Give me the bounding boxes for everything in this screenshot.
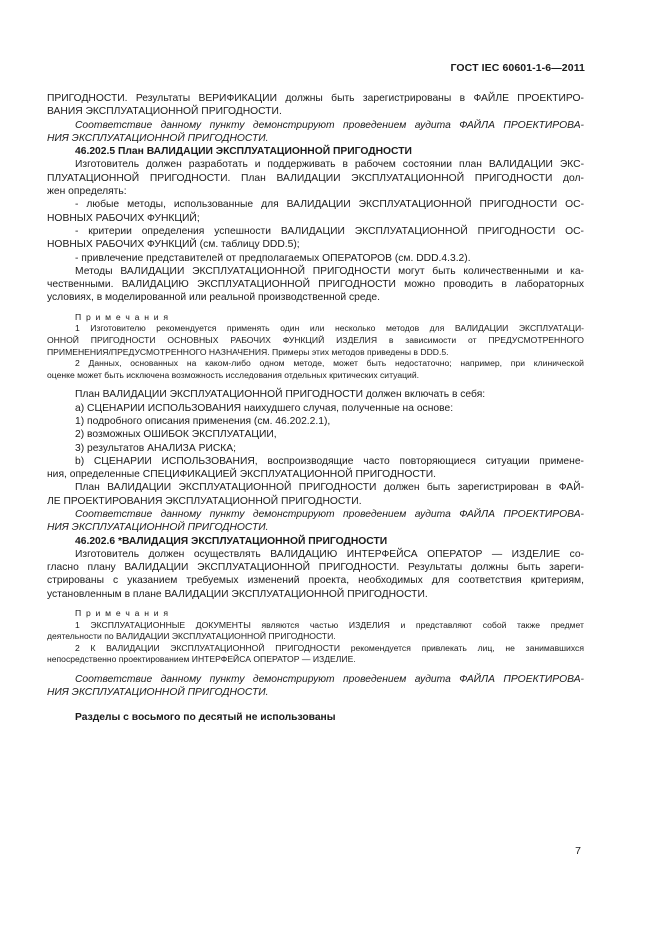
text-line: b) СЦЕНАРИИ ИСПОЛЬЗОВАНИЯ, воспроизводящие часто повторяющиеся ситуации примене- <box>75 455 584 467</box>
text-line: 46.202.5 План ВАЛИДАЦИИ ЭКСПЛУАТАЦИОННОЙ ПРИГОДНОСТИ <box>75 146 412 158</box>
text-line: Разделы с восьмого по десятый не использованы <box>75 711 336 723</box>
text-line: - любые методы, использованные для ВАЛИДАЦИИ ЭКСПЛУАТАЦИОННОЙ ПРИГОДНОСТИ ОС- <box>75 199 584 211</box>
text-line: 2) возможных ОШИБОК ЭКСПЛУАТАЦИИ, <box>75 429 277 441</box>
spacer <box>47 700 584 711</box>
text-line: - привлечение представителей от предполагаемых ОПЕРАТОРОВ (см. DDD.4.3.2). <box>75 252 471 264</box>
text-line: НОВНЫХ РАБОЧИХ ФУНКЦИЙ; <box>47 212 200 224</box>
text-line: 1) подробного описания применения (см. 46.202.2.1), <box>75 415 331 427</box>
text-line: НИЯ ЭКСПЛУАТАЦИОННОЙ ПРИГОДНОСТИ. <box>47 132 269 144</box>
text-line: непосредственно проектированием ИНТЕРФЕЙСА ОПЕРАТОР — ИЗДЕЛИЕ. <box>47 654 356 665</box>
text-line: Изготовитель должен осуществлять ВАЛИДАЦИЮ ИНТЕРФЕЙСА ОПЕРАТОР — ИЗДЕЛИЕ со- <box>75 548 584 560</box>
text-line: Методы ВАЛИДАЦИИ ЭКСПЛУАТАЦИОННОЙ ПРИГОДНОСТИ могут быть количественными и ка- <box>75 265 584 277</box>
document-body <box>47 92 584 724</box>
text-line: НОВНЫХ РАБОЧИХ ФУНКЦИЙ (см. таблицу DDD.5); <box>47 239 300 251</box>
text-line: а) СЦЕНАРИИ ИСПОЛЬЗОВАНИЯ наихудшего случая, полученные на основе: <box>75 402 454 414</box>
text-line: ния, определенные СПЕЦИФИКАЦИЕЙ ЭКСПЛУАТАЦИОННОЙ ПРИГОДНОСТИ. <box>47 469 437 481</box>
text-line: установленным в плане ВАЛИДАЦИИ ЭКСПЛУАТАЦИОННОЙ ПРИГОДНОСТИ. <box>47 588 428 600</box>
text-line: условиях, в моделированной или реальной производственной среде. <box>47 292 380 304</box>
text-line: НИЯ ЭКСПЛУАТАЦИОННОЙ ПРИГОДНОСТИ. <box>47 522 269 534</box>
text-line: НИЯ ЭКСПЛУАТАЦИОННОЙ ПРИГОДНОСТИ. <box>47 687 269 699</box>
text-line: ПЛУАТАЦИОННОЙ ПРИГОДНОСТИ. План ВАЛИДАЦИИ ЭКСПЛУАТАЦИОННОЙ ПРИГОДНОСТИ дол- <box>47 172 584 184</box>
text-line: чественными. ВАЛИДАЦИЮ ЭКСПЛУАТАЦИОННОЙ ПРИГОДНОСТИ можно проводить в лабораторных <box>47 279 584 291</box>
spacer <box>47 666 584 673</box>
text-line: гласно плану ВАЛИДАЦИИ ЭКСПЛУАТАЦИОННОЙ ПРИГОДНОСТИ. Результаты должны быть зареги- <box>47 562 584 574</box>
text-line: - критерии определения успешности ВАЛИДАЦИИ ЭКСПЛУАТАЦИОННОЙ ПРИГОДНОСТИ ОС- <box>75 225 584 237</box>
text-line: стрированы с указанием требуемых изменений проекта, необходимых для соответствия критериям, <box>47 575 584 587</box>
spacer <box>47 381 584 388</box>
text-line: 1 Изготовителю рекомендуется применять один или несколько методов для ВАЛИДАЦИИ ЭКСПЛУАТАЦИ- <box>75 323 584 334</box>
page-number: 7 <box>575 845 581 857</box>
text-line: 2 К ВАЛИДАЦИИ ЭКСПЛУАТАЦИОННОЙ ПРИГОДНОСТИ рекомендуется привлекать лиц, не занимавшихся <box>75 642 584 653</box>
spacer <box>47 305 584 312</box>
text-line: 3) результатов АНАЛИЗА РИСКА; <box>75 442 237 454</box>
text-line: Изготовитель должен разработать и поддерживать в рабочем состоянии план ВАЛИДАЦИИ ЭКС- <box>75 159 584 171</box>
text-line: Соответствие данному пункту демонстрируют проведением аудита ФАЙЛА ПРОЕКТИРОВА- <box>75 674 584 686</box>
text-line: жен определять: <box>47 186 127 198</box>
text-line: План ВАЛИДАЦИИ ЭКСПЛУАТАЦИОННОЙ ПРИГОДНОСТИ должен включать в себя: <box>75 389 486 401</box>
text-line: 46.202.6 *ВАЛИДАЦИЯ ЭКСПЛУАТАЦИОННОЙ ПРИГОДНОСТИ <box>75 535 388 547</box>
text-line: оценке может быть исключена возможность исследования отдельных критических ситуаций. <box>47 369 420 380</box>
text-line: 1 ЭКСПЛУАТАЦИОННЫЕ ДОКУМЕНТЫ являются частью ИЗДЕЛИЯ и представляют собой также предмет <box>75 619 584 630</box>
text-line: П р и м е ч а н и я <box>75 608 170 619</box>
text-line: ПРИМЕНЕНИЯ/ПРЕДУСМОТРЕННОГО НАЗНАЧЕНИЯ. Примеры этих методов приведены в DDD.5. <box>47 346 449 357</box>
text-line: ПРИГОДНОСТИ. Результаты ВЕРИФИКАЦИИ должны быть зарегистрированы в ФАЙЛЕ ПРОЕКТИРО- <box>47 93 584 104</box>
text-line: ВАНИЯ ЭКСПЛУАТАЦИОННОЙ ПРИГОДНОСТИ. <box>47 106 282 118</box>
text-line: ОННОЙ ПРИГОДНОСТИ ОСНОВНЫХ РАБОЧИХ ФУНКЦИЙ ИЗДЕЛИЯ в зависимости от ПРЕДУСМОТРЕННОГО <box>47 334 584 345</box>
text-line: Соответствие данному пункту демонстрируют проведением аудита ФАЙЛА ПРОЕКТИРОВА- <box>75 119 584 131</box>
text-line: деятельности по ВАЛИДАЦИИ ЭКСПЛУАТАЦИОННОЙ ПРИГОДНОСТИ. <box>47 631 336 642</box>
spacer <box>47 601 584 608</box>
text-line: План ВАЛИДАЦИИ ЭКСПЛУАТАЦИОННОЙ ПРИГОДНОСТИ должен быть зарегистрирован в ФАЙ- <box>75 482 584 494</box>
text-line: П р и м е ч а н и я <box>75 311 170 322</box>
text-line: Соответствие данному пункту демонстрируют проведением аудита ФАЙЛА ПРОЕКТИРОВА- <box>75 508 584 520</box>
text-line: ЛЕ ПРОЕКТИРОВАНИЯ ЭКСПЛУАТАЦИОННОЙ ПРИГОДНОСТИ. <box>47 495 362 507</box>
text-line: 2 Данных, основанных на каком-либо одном методе, может быть недостаточно; например, при клинической <box>75 358 584 369</box>
page-header-standard-code: ГОСТ IEC 60601-1-6—2011 <box>450 62 585 74</box>
